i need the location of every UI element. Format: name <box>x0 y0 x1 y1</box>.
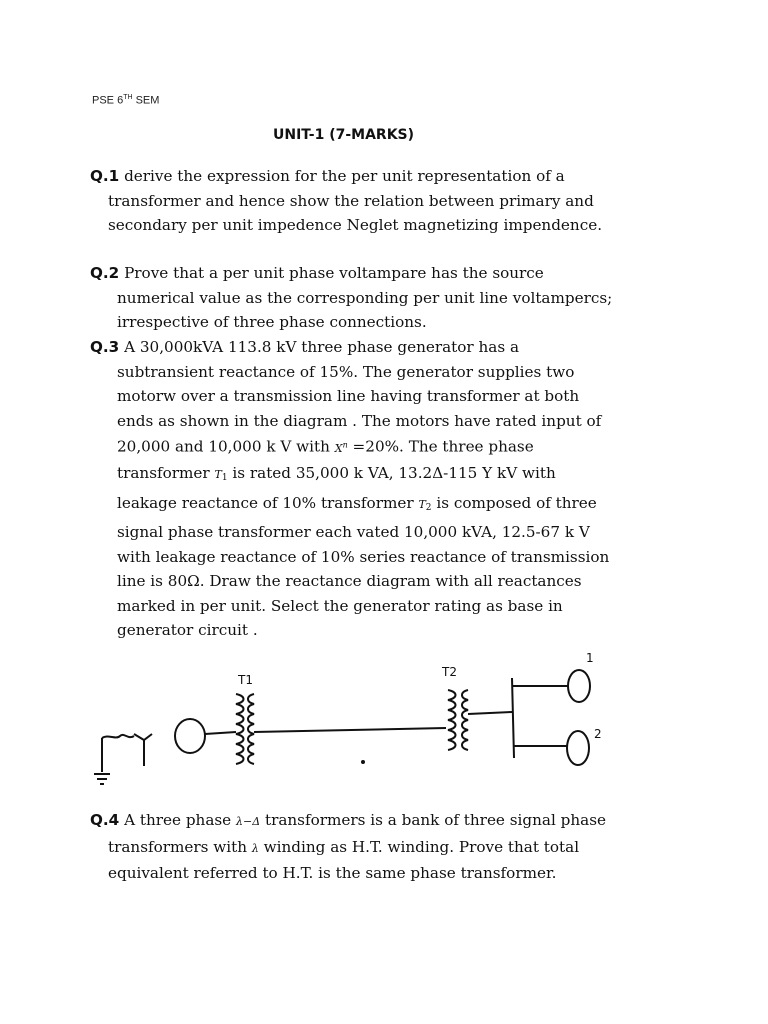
t1-label: T1 <box>238 673 253 687</box>
question-text: signal phase transformer each vated 10,000 kVA, 12.5-67 k V <box>117 523 590 542</box>
question-text: A 30,000kVA 113.8 kV three phase generator has a <box>119 338 520 356</box>
question-2 <box>90 261 690 335</box>
course-header <box>92 94 159 107</box>
text-part: is rated 35,000 k VA, 13.2Δ-115 Y kV with <box>227 464 556 483</box>
sem-label: SEM <box>135 94 160 107</box>
question-text: with leakage reactance of 10% series reactance of transmission <box>117 547 610 566</box>
gen-to-t1-line <box>205 732 236 734</box>
question-text <box>90 491 690 521</box>
dot-mark <box>362 761 364 763</box>
question-number: Q.1 <box>90 167 120 185</box>
question-4 <box>90 808 690 886</box>
question-text: transformer and hence show the relation between primary and <box>108 191 594 210</box>
generator-grounding-icon <box>94 734 152 784</box>
question-number: Q.3 <box>90 338 120 356</box>
symbol-t: T <box>418 497 426 511</box>
motor-2-label: 2 <box>594 727 602 741</box>
motor-bus <box>512 678 514 758</box>
question-text: line is 80Ω. Draw the reactance diagram with all reactances <box>117 572 582 591</box>
text-part: transformers with <box>108 837 252 856</box>
motor-1-icon <box>568 670 590 702</box>
transformer-symbol <box>214 468 228 484</box>
question-text: secondary per unit impedence Neglet magnetizing impendence. <box>108 216 603 234</box>
question-text: ends as shown in the diagram . The motors have rated input of <box>117 411 602 430</box>
symbol-x: X <box>334 441 343 455</box>
question-text <box>90 835 690 862</box>
text-part: leakage reactance of 10% transformer <box>117 493 419 512</box>
connection-symbol: λ <box>251 841 259 855</box>
question-text <box>90 461 690 491</box>
motor-2-icon <box>567 731 589 765</box>
question-text: generator circuit . <box>117 621 258 640</box>
question-text <box>90 433 690 461</box>
transformer-t1-icon <box>236 694 254 764</box>
t2-label: T2 <box>442 665 457 679</box>
symbol-superscript: n <box>342 440 348 449</box>
reactance-symbol <box>335 442 348 455</box>
transmission-line <box>254 728 446 732</box>
question-text: transformers is a bank of three signal phase <box>260 811 606 829</box>
single-line-diagram <box>90 648 630 798</box>
question-text: marked in per unit. Select the generator rating as base in <box>117 596 563 615</box>
question-text: irrespective of three phase connections. <box>117 313 427 331</box>
question-text: derive the expression for the per unit representation of a <box>119 167 565 185</box>
question-number: Q.4 <box>90 811 120 829</box>
transformer-symbol <box>418 498 431 511</box>
text-part: 20,000 and 10,000 k V with <box>117 437 335 456</box>
text-part: transformer <box>117 464 215 483</box>
question-text: A three phase <box>119 811 236 829</box>
question-text: equivalent referred to H.T. is the same phase transformer. <box>108 864 557 882</box>
question-text: motorw over a transmission line having transformer at both <box>117 387 580 405</box>
text-part: is composed of three <box>431 493 597 512</box>
symbol-subscript: 1 <box>221 473 228 484</box>
course-label: PSE 6 <box>92 94 124 107</box>
question-3 <box>90 335 690 643</box>
text-part: =20%. The three phase <box>347 437 534 456</box>
question-text: numerical value as the corresponding per unit line voltampercs; <box>117 288 613 307</box>
generator-icon <box>175 719 205 753</box>
question-1 <box>90 164 690 238</box>
transformer-t2-icon <box>448 690 468 750</box>
unit-title: UNIT-1 (7-MARKS) <box>273 127 415 143</box>
text-part: winding as H.T. winding. Prove that total <box>258 837 580 856</box>
course-sup: TH <box>123 94 133 101</box>
motor-1-label: 1 <box>586 651 594 665</box>
question-text: subtransient reactance of 15%. The generator supplies two <box>117 362 575 381</box>
t2-to-bus-line <box>468 712 512 714</box>
question-text: Prove that a per unit phase voltampare has the source <box>119 264 544 282</box>
connection-symbol: λ−Δ <box>236 815 261 828</box>
symbol-t: T <box>214 468 222 482</box>
question-number: Q.2 <box>90 264 120 282</box>
symbol-subscript: 2 <box>425 502 432 513</box>
